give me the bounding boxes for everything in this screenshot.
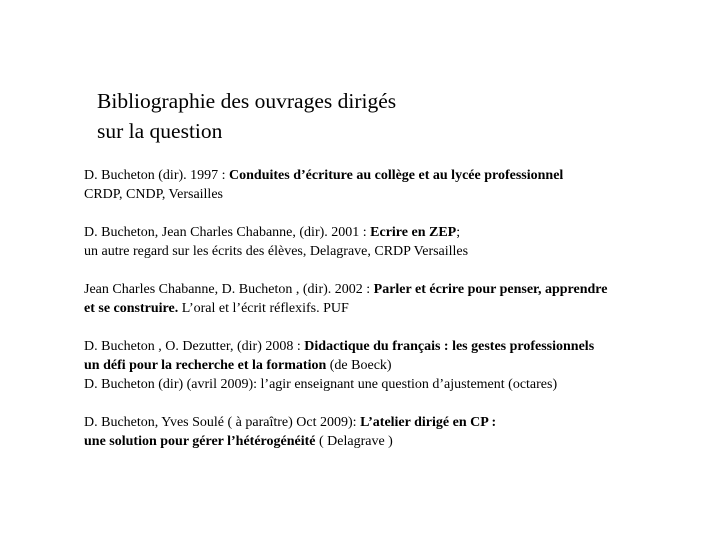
reference-line [84,166,704,185]
reference-list [84,166,704,451]
title-line-1: Bibliographie des ouvrages dirigés [97,89,397,113]
reference-line [84,223,704,242]
reference-text: D. Bucheton (dir) (avril 2009): l’agir enseignant une question d’ajustement (octares) [84,377,558,392]
reference-line [84,375,704,394]
reference-title: Ecrire en ZEP [370,225,457,240]
reference-line [84,432,704,451]
reference-line [84,280,704,299]
reference-text: CRDP, CNDP, Versailles [84,187,223,202]
reference-title: un défi pour la recherche et la formation [84,358,327,373]
reference-text: ( Delagrave ) [315,434,393,449]
reference-text: ; [456,225,461,240]
reference-text: D. Bucheton , O. Dezutter, (dir) 2008 : [84,339,305,354]
reference-line [84,337,704,356]
reference-title: et se construire. [84,301,179,316]
reference-text: L’oral et l’écrit réflexifs. PUF [178,301,349,316]
reference-entry-4 [84,337,704,394]
reference-line [84,242,704,261]
reference-entry-5 [84,413,704,451]
reference-line [84,413,704,432]
reference-entry-1 [84,166,704,204]
reference-entry-2 [84,223,704,261]
reference-text: D. Bucheton, Yves Soulé ( à paraître) Oct 2009): [84,415,361,430]
title-line-2: sur la question [97,119,223,143]
reference-title: une solution pour gérer l’hétérogénéité [84,434,316,449]
reference-line [84,185,704,204]
reference-text: Jean Charles Chabanne, D. Bucheton , (dir). 2002 : [84,282,374,297]
reference-text: D. Bucheton (dir). 1997 : [84,168,230,183]
reference-title: Parler et écrire pour penser, apprendre [373,282,608,297]
reference-line [84,356,704,375]
reference-line [84,299,704,318]
reference-text: D. Bucheton, Jean Charles Chabanne, (dir). 2001 : [84,225,371,240]
reference-title: Conduites d’écriture au collège et au lycée professionnel [229,168,564,183]
reference-text: (de Boeck) [326,358,392,373]
reference-title: Didactique du français : les gestes professionnels [304,339,595,354]
reference-text: un autre regard sur les écrits des élèves, Delagrave, CRDP Versailles [84,244,469,259]
reference-title: L’atelier dirigé en CP : [360,415,497,430]
reference-entry-3 [84,280,704,318]
page-title [97,86,657,146]
